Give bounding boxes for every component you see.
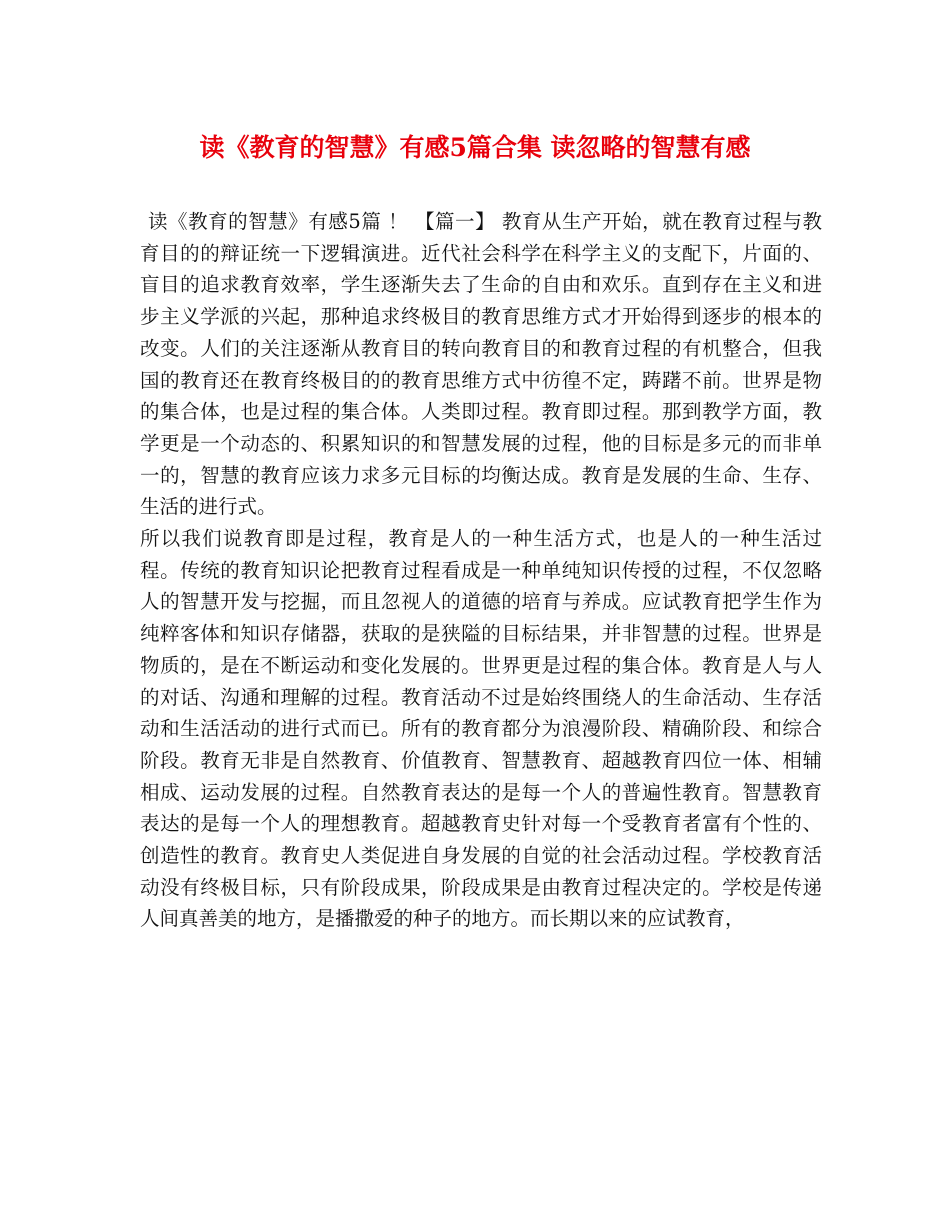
- paragraph-2: 所以我们说教育即是过程，教育是人的一种生活方式，也是人的一种生活过程。传统的教育知识论把教育过程看成是一种单纯知识传授的过程，不仅忽略人的智慧开发与挖掘，而且忽视人的道德的培育与养成。应试教育把学生作为纯粹客体和知识存储器，获取的是狭隘的目标结果，并非智慧的过程。世界是物质的，是在不断运动和变化发展的。世界更是过程的集合体。教育是人与人的对话、沟通和理解的过程。教育活动不过是始终围绕人的生命活动、生存活动和生活活动的进行式而已。所有的教育都分为浪漫阶段、精确阶段、和综合阶段。教育无非是自然教育、价值教育、智慧教育、超越教育四位一体、相辅相成、运动发展的过程。自然教育表达的是每一个人的普遍性教育。智慧教育表达的是每一个人的理想教育。超越教育史针对每一个受教育者富有个性的、创造性的教育。教育史人类促进自身发展的自觉的社会活动过程。学校教育活动没有终极目标，只有阶段成果，阶段成果是由教育过程决定的。学校是传递人间真善美的地方，是播撒爱的种子的地方。而长期以来的应试教育，: [140, 527, 822, 931]
- document-body: [140, 206, 822, 935]
- document-title: 读《教育的智慧》有感5篇合集 读忽略的智慧有感: [199, 133, 751, 162]
- paragraph-1: 读《教育的智慧》有感5篇 ！ 【篇一】 教育从生产开始，就在教育过程与教育目的的辩证统一下逻辑演进。近代社会科学在科学主义的支配下，片面的、盲目的追求教育效率，学生逐渐失去了生命的自由和欢乐。直到存在主义和进步主义学派的兴起，那种追求终极目的教育思维方式才开始得到逐步的根本的改变。人们的关注逐渐从教育目的转向教育目的和教育过程的有机整合，但我国的教育还在教育终极目的的教育思维方式中彷徨不定，踌躇不前。世界是物的集合体，也是过程的集合体。人类即过程。教育即过程。那到教学方面，教学更是一个动态的、积累知识的和智慧发展的过程，他的目标是多元的而非单一的，智慧的教育应该力求多元目标的均衡达成。教育是发展的生命、生存、生活的进行式。: [140, 210, 822, 519]
